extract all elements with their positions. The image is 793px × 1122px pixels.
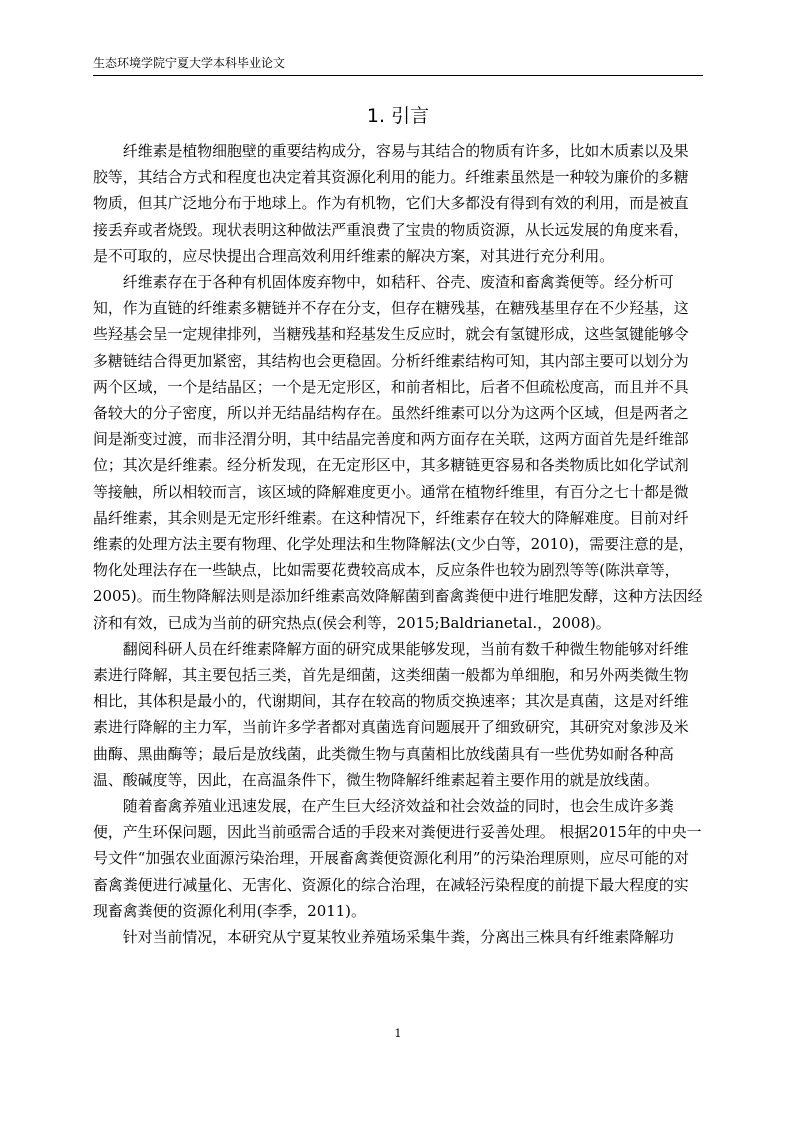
paragraph-1: 纤维素是植物细胞壁的重要结构成分，容易与其结合的物质有许多，比如木质素以及果胶等，其结合方式和程度也决定着其资源化利用的能力。纤维素虽然是一种较为廉价的多糖物质，但其广泛地分布于地球上。作为有机物，它们大多都没有得到有效的利用，而是被直接丢弃或者烧毁。现状表明这种做法严重浪费了宝贵的物质资源，从长远发展的角度来看，是不可取的，应尽快提出合理高效利用纤维素的解决方案，对其进行充分利用。 bbox=[93, 142, 689, 265]
paragraph-5: 针对当前情况，本研究从宁夏某牧业养殖场采集牛粪，分离出三株具有纤维素降解功 bbox=[122, 928, 674, 947]
header-divider bbox=[93, 75, 703, 76]
running-header: 生态环境学院宁夏大学本科毕业论文 bbox=[93, 56, 286, 70]
paragraph-4: 随着畜禽养殖业迅速发展，在产生巨大经济效益和社会效益的同时，也会生成许多粪便，产生环保问题，因此当前亟需合适的手段来对粪便进行妥善处理。 根据2015年的中央一号文件“加强农业面源污染治理，开展畜禽粪便资源化利用”的污染治理原则，应尽可能的对畜禽粪便进行减量化、无害化、资源化的综合治理，在减轻污染程度的前提下最大程度的实现畜禽粪便的资源化利用(李季，2011)。 bbox=[93, 797, 702, 920]
body-text bbox=[93, 138, 703, 950]
section-title: 1. 引言 bbox=[366, 105, 430, 127]
page-number: 1 bbox=[394, 1027, 402, 1040]
paragraph-2: 纤维素存在于各种有机固体废弃物中，如秸秆、谷壳、废渣和畜禽粪便等。经分析可知，作为直链的纤维素多糖链并不存在分支，但存在糖残基，在糖残基里存在不少羟基，这些羟基会呈一定规律排列，当糖残基和羟基发生反应时，就会有氢键形成，这些氢键能够令多糖链结合得更加紧密，其结构也会更稳固。分析纤维素结构可知，其内部主要可以划分为两个区域，一个是结晶区；一个是无定形区，和前者相比，后者不但疏松度高，而且并不具备较大的分子密度，所以并无结晶结构存在。虽然纤维素可以分为这两个区域，但是两者之间是渐变过渡，而非泾渭分明，其中结晶完善度和两方面存在关联，这两方面首先是纤维部位；其次是纤维素。经分析发现，在无定形区中，其多糖链更容易和各类物质比如化学试剂等接触，所以相较而言，该区域的降解难度更小。通常在植物纤维里，有百分之七十都是微晶纤维素，其余则是无定形纤维素。在这种情况下，纤维素存在较大的降解难度。目前对纤维素的处理方法主要有物理、化学处理法和生物降解法(文少白等，2010)，需要注意的是，物化处理法存在一些缺点，比如需要花费较高成本，反应条件也较为剧烈等等(陈洪章等，2005)。而生物降解法则是添加纤维素高效降解菌到畜禽粪便中进行堆肥发酵，这种方法因经济和有效，已成为当前的研究热点(侯会利等，2015;Baldrianetal.，2008)。 bbox=[93, 273, 703, 632]
paragraph-3: 翻阅科研人员在纤维素降解方面的研究成果能够发现，当前有数千种微生物能够对纤维素进行降解，其主要包括三类，首先是细菌，这类细菌一般都为单细胞，和另外两类微生物相比，其体积是最小的，代谢期间，其存在较高的物质交换速率；其次是真菌，这是对纤维素进行降解的主力军，当前许多学者都对真菌选育问题展开了细致研究，其研究对象涉及米曲酶、黑曲酶等；最后是放线菌，此类微生物与真菌相比放线菌具有一些优势如耐各种高温、酸碱度等，因此，在高温条件下，微生物降解纤维素起着主要作用的就是放线菌。 bbox=[93, 639, 689, 789]
